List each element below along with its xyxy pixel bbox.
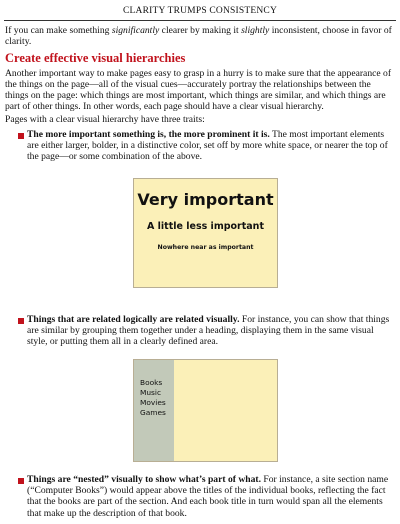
bullet-marker-icon — [18, 478, 24, 484]
grouping-list — [140, 378, 166, 418]
bullet-marker-icon — [18, 318, 24, 324]
traits-intro: Pages with a clear visual hierarchy have three traits: — [5, 113, 205, 125]
figure-very-important: Very important — [137, 189, 274, 209]
emphasis-significantly: significantly — [111, 25, 160, 36]
running-head: CLARITY TRUMPS CONSISTENCY — [122, 6, 278, 16]
intro-paragraph: If you can make something significantly clearer by making it slightly inconsistent, choose in favor of clarity. — [5, 25, 392, 48]
page-body — [0, 21, 400, 519]
list-item: Movies — [140, 398, 166, 408]
list-item: Music — [140, 388, 162, 398]
section-heading: Create effective visual hierarchies — [5, 51, 186, 66]
figure-less-important: A little less important — [146, 220, 264, 232]
figure-not-important: Nowhere near as important — [157, 243, 254, 251]
bullet-item-prominence: The more important something is, the more prominent it is. The most important elements are either larger, bolder, in a distinctive color, set off by more white space, or nearer the top of the page—or some combination of the above. — [5, 129, 395, 162]
bullet-item-nested: Things are “nested” visually to show what’s part of what. For instance, a site section name (“Computer Books”) would appear above the titles of the individual books, reflecting the fact that the books are part of the section. And each book title in turn would span all the elements that make up the description of that book. — [5, 474, 395, 518]
list-item: Books — [140, 378, 163, 388]
grouping-figure — [133, 359, 278, 462]
emphasis-slightly: slightly — [241, 25, 270, 36]
importance-figure — [133, 178, 278, 288]
hierarchy-paragraph: Another important way to make pages easy to grasp in a hurry is to make sure that the appearance of the things on the page—all of the visual cues—accurately portray the relationships between the things on the page: which things are most important, which things are similar, and which things are part of other things. In other words, each page should have a clear visual hierarchy. — [5, 68, 392, 113]
bullet-item-related: Things that are related logically are related visually. For instance, you can show that things are similar by grouping them together under a heading, displaying them in the same visual style, or putting them all in a clearly defined area. — [5, 314, 395, 347]
bullet-marker-icon — [18, 133, 24, 139]
list-item: Games — [140, 408, 166, 418]
